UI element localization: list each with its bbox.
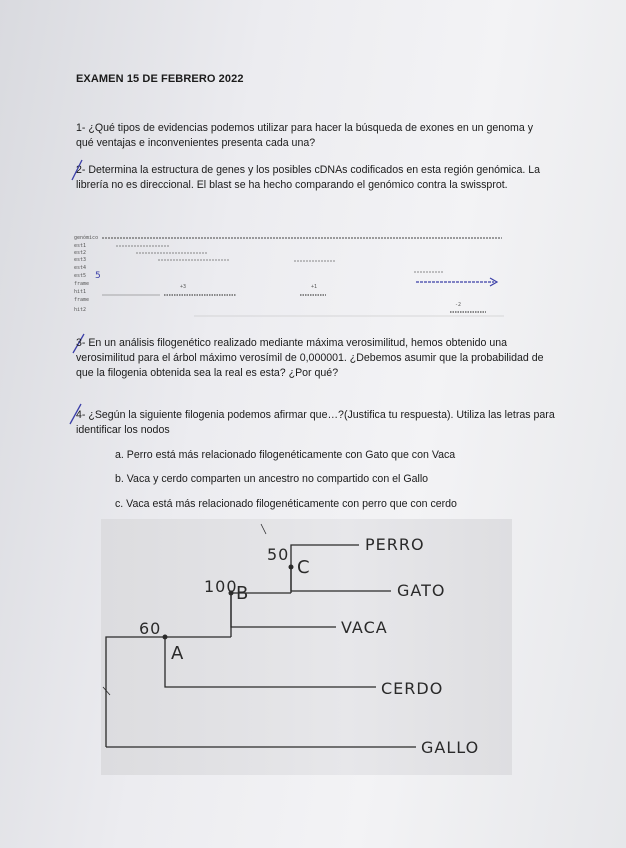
frame-minus2: -2 <box>455 302 462 308</box>
row-label-hit2: hit2 <box>74 307 87 313</box>
question-1: 1- ¿Qué tipos de evidencias podemos utilizar para hacer la búsqueda de exones en un genoma y qué ventajas e inconvenientes presenta cada una? <box>76 122 533 149</box>
phylogeny-figure <box>101 519 512 775</box>
row-label-est3: est3 <box>74 257 87 263</box>
taxon-gallo: GALLO <box>421 738 480 757</box>
row-label-genomic: genómico <box>74 235 99 241</box>
node-c-dot <box>289 565 294 570</box>
sequence-figure <box>74 235 554 317</box>
row-label-est4: est4 <box>74 265 87 271</box>
branch-root <box>106 637 165 747</box>
node-a-dot <box>163 635 168 640</box>
frame-plus3: +3 <box>180 284 187 290</box>
taxon-perro: PERRO <box>365 535 425 554</box>
support-a: 60 <box>139 619 162 638</box>
node-label-c: C <box>297 557 311 578</box>
support-c: 50 <box>267 545 290 564</box>
option-b: b. Vaca y cerdo comparten un ancestro no compartido con el Gallo <box>115 473 429 485</box>
question-4: 4- ¿Según la siguiente filogenia podemos afirmar que…?(Justifica tu respuesta). Utiliza las letras para identificar los nodos <box>76 409 555 436</box>
row-label-est1: est1 <box>74 243 87 249</box>
branch-cerdo <box>165 637 376 687</box>
taxon-vaca: VACA <box>341 618 388 637</box>
support-b: 100 <box>204 577 238 596</box>
row-label-est5: est5 <box>74 273 87 279</box>
row-label-frame2: frame <box>74 297 90 303</box>
row-label-est2: est2 <box>74 250 87 256</box>
option-a: a. Perro está más relacionado filogenéticamente con Gato que con Vaca <box>115 449 456 461</box>
node-label-a: A <box>171 643 185 664</box>
row-label-hit1: hit1 <box>74 289 87 295</box>
exam-title: EXAMEN 15 DE FEBRERO 2022 <box>76 73 244 85</box>
node-label-b: B <box>236 583 250 604</box>
taxon-gato: GATO <box>397 581 446 600</box>
question-3: 3- En un análisis filogenético realizado mediante máxima verosimilitud, hemos obtenido una verosimilitud para el árbol máximo verosímil de 0,000001. ¿Debemos asumir que la probabilidad de que la filogenia obtenida sea la real es esta? ¿Por qué? <box>76 337 544 379</box>
est5-annotation: 5 <box>95 271 101 281</box>
question-2: 2- Determina la estructura de genes y los posibles cDNAs codificados en esta región genómica. La librería no es direccional. El blast se ha hecho comparando el genómico contra la swissprot. <box>76 164 541 191</box>
frame-plus1: +1 <box>311 284 318 290</box>
stray-mark-top <box>261 524 266 534</box>
taxon-cerdo: CERDO <box>381 679 444 698</box>
row-label-frame1: frame <box>74 281 90 287</box>
sequence-lines <box>74 235 554 317</box>
option-c: c. Vaca está más relacionado filogenéticamente con perro que con cerdo <box>115 498 457 510</box>
